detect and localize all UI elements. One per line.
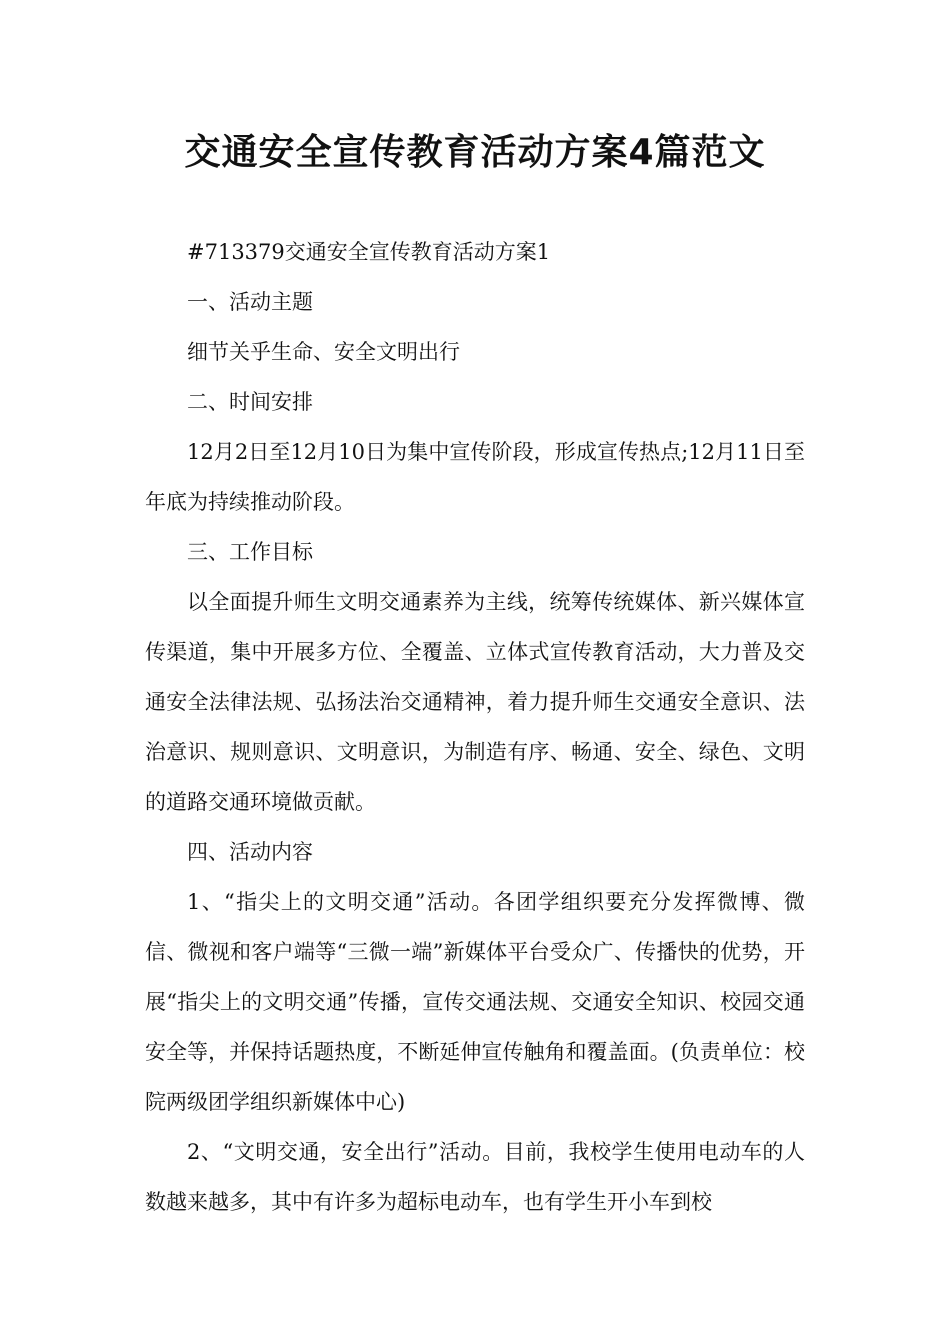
heading-activity-theme: 一、活动主题 [187, 290, 313, 314]
document-title: 交通安全宣传教育活动方案4篇范文 [184, 132, 766, 173]
paragraph-schedule: 12月2日至12月10日为集中宣传阶段，形成宣传热点;12月11日至年底为持续推动阶段。 [145, 440, 805, 514]
heading-work-goals: 三、工作目标 [187, 540, 313, 564]
heading-activity-content: 四、活动内容 [187, 840, 313, 864]
paragraph-theme: 细节关乎生命、安全文明出行 [187, 340, 460, 364]
paragraph-work-goals: 以全面提升师生文明交通素养为主线，统筹传统媒体、新兴媒体宣传渠道，集中开展多方位、全覆盖、立体式宣传教育活动，大力普及交通安全法律法规、弘扬法治交通精神，着力提升师生交通安全意识、法治意识、规则意识、文明意识，为制造有序、畅通、安全、绿色、文明的道路交通环境做贡献。 [145, 590, 805, 814]
document-body [145, 227, 805, 1227]
paragraph-activity-1: 1、“指尖上的文明交通”活动。各团学组织要充分发挥微博、微信、微视和客户端等“三微一端”新媒体平台受众广、传播快的优势，开展“指尖上的文明交通”传播，宣传交通法规、交通安全知识、校园交通安全等，并保持话题热度，不断延伸宣传触角和覆盖面。(负责单位：校院两级团学组织新媒体中心) [145, 890, 805, 1114]
paragraph-doc-id: #713379交通安全宣传教育活动方案1 [187, 240, 551, 264]
paragraph-activity-2: 2、“文明交通，安全出行”活动。目前，我校学生使用电动车的人数越来越多，其中有许多为超标电动车，也有学生开小车到校 [145, 1140, 805, 1214]
heading-schedule: 二、时间安排 [187, 390, 313, 414]
